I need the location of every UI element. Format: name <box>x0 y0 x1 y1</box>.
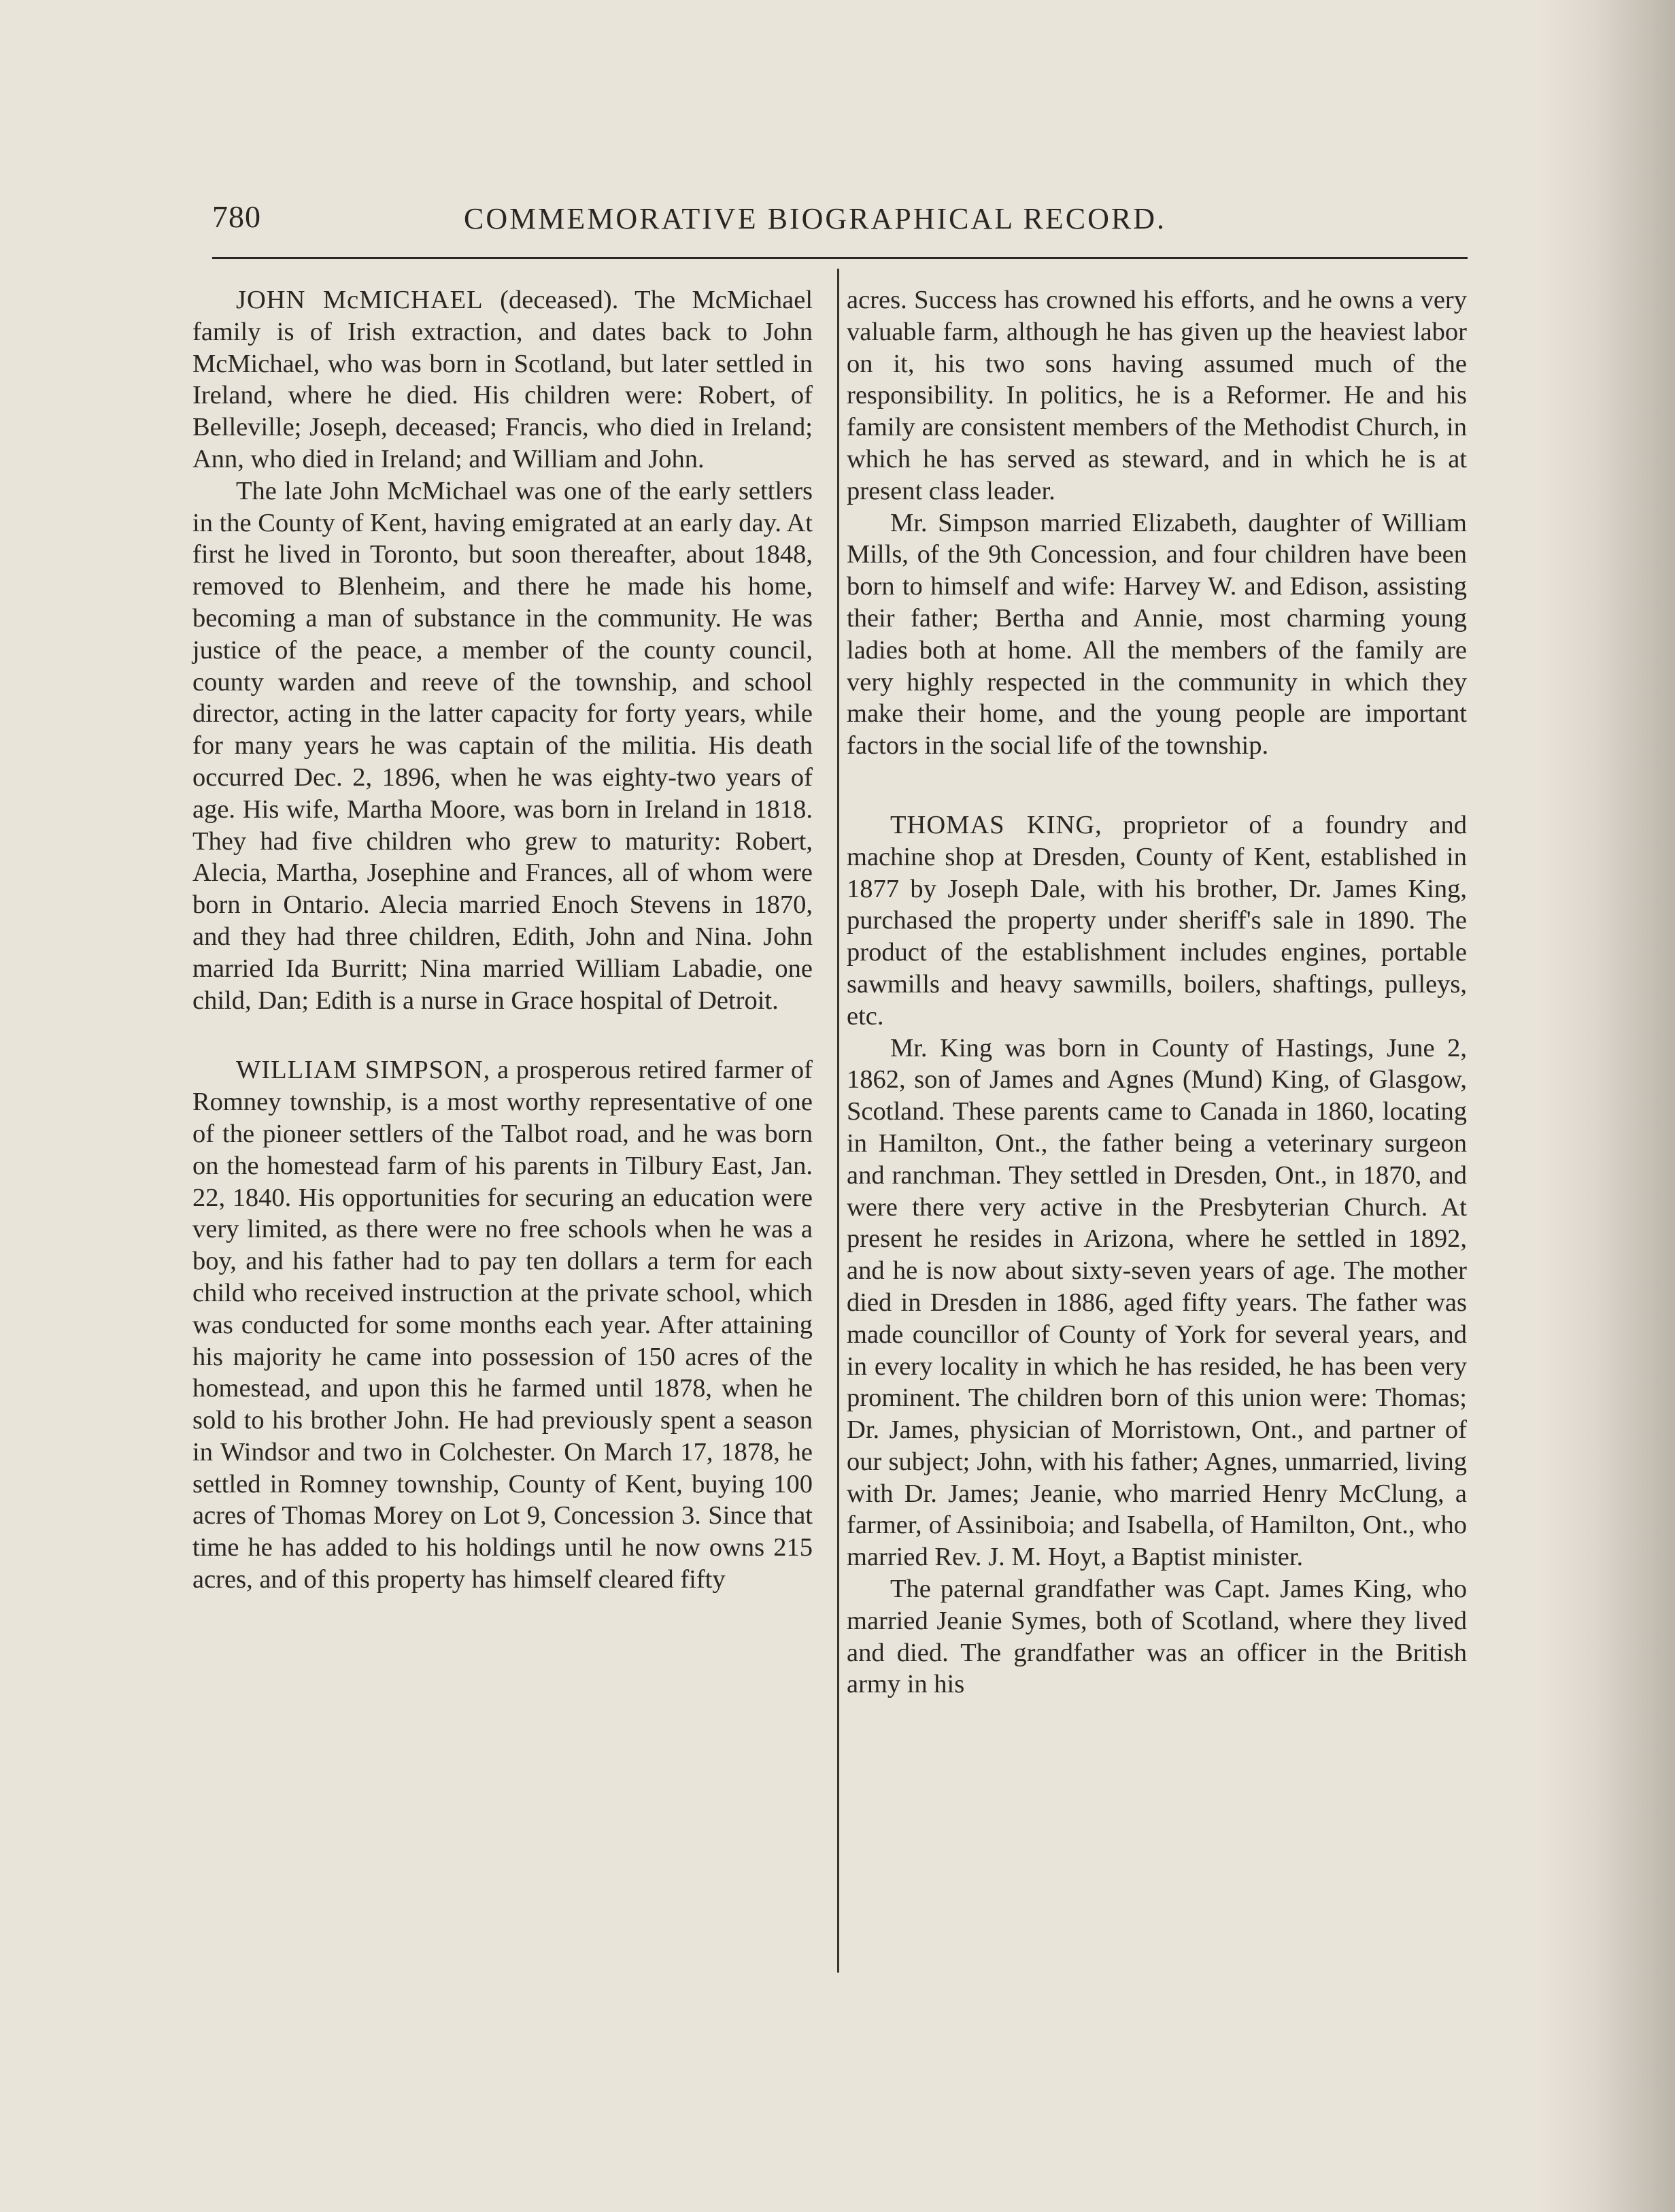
left-column <box>192 284 813 1596</box>
king-text-1: , proprietor of a foundry and machine shop at Dresden, County of Kent, established in 1877 by Joseph Dale, with his brother, Dr. James King, purchased the property under sheriff's sale in 1890. The product of the establishment includes engines, portable sawmills and heavy sawmills, boilers, shaftings, pulleys, etc. <box>847 810 1467 1030</box>
simpson-text-1: , a prosperous retired farmer of Romney township, is a most worthy representative of one of the pioneer settlers of the Talbot road, and he was born on the homestead farm of his parents in Tilbury East, Jan. 22, 1840. His opportunities for securing an education were very limited, as there were no free schools when he was a boy, and his father had to pay ten dollars a term for each child who received instruction at the private school, which was conducted for some months each year. After attaining his majority he came into possession of 150 acres of the homestead, and upon this he farmed until 1878, when he sold to his brother John. He had previously spent a season in Windsor and two in Colchester. On March 17, 1878, he settled in Romney township, County of Kent, buying 100 acres of Thomas Morey on Lot 9, Concession 3. Since that time he has added to his holdings until he now owns 215 acres, and of this property has himself cleared fifty <box>192 1056 813 1594</box>
king-name: THOMAS KING <box>890 810 1096 839</box>
mcmichael-paragraph-2: The late John McMichael was one of the early settlers in the County of Kent, having emigrated at an early day. At first he lived in Toronto, but soon thereafter, about 1848, removed to Blenheim, and there he made his home, becoming a man of substance in the community. He was justice of the peace, a member of the county council, county warden and reeve of the township, and school director, acting in the latter capacity for forty years, while for many years he was captain of the militia. His death occurred Dec. 2, 1896, when he was eighty-two years of age. His wife, Martha Moore, was born in Ireland in 1818. They had five children who grew to maturity: Robert, Alecia, Martha, Josephine and Frances, all of whom were born in Ontario. Alecia married Enoch Stevens in 1870, and they had three children, Edith, John and Nina. John married Ida Burritt; Nina married William Labadie, one child, Dan; Edith is a nurse in Grace hospital of Detroit. <box>192 476 813 1015</box>
header-rule <box>212 257 1468 259</box>
simpson-paragraph-2: Mr. Simpson married Elizabeth, daughter of William Mills, of the 9th Concession, and four children have been born to himself and wife: Harvey W. and Edison, assisting their father; Bertha and Annie, most charming young ladies both at home. All the members of the family are very highly respected in the community in which they make their home, and the young people are important factors in the social life of the township. <box>847 508 1467 760</box>
column-divider <box>837 269 839 1973</box>
page-header <box>212 199 1217 246</box>
running-head: COMMEMORATIVE BIOGRAPHICAL RECORD. <box>464 202 1166 235</box>
page-edge-shadow <box>1539 0 1675 2212</box>
mcmichael-text-1: (deceased). The McMichael family is of Irish extraction, and dates back to John McMichael, who was born in Scotland, but later settled in Ireland, where he died. His children were: Robert, of Belleville; Joseph, deceased; Francis, who died in Ireland; Ann, who died in Ireland; and William and John. <box>192 286 813 473</box>
king-paragraph-1 <box>847 809 1467 1033</box>
simpson-name: WILLIAM SIMPSON <box>236 1056 484 1085</box>
mcmichael-name: JOHN McMICHAEL <box>236 286 484 314</box>
page-number: 780 <box>212 199 261 234</box>
right-column <box>847 284 1467 1700</box>
mcmichael-paragraph-1 <box>192 284 813 475</box>
simpson-paragraph-1 <box>192 1054 813 1596</box>
king-paragraph-2: Mr. King was born in County of Hastings, June 2, 1862, son of James and Agnes (Mund) King, of Glasgow, Scotland. These parents came to Canada in 1860, locating in Hamilton, Ont., the father being a veterinary surgeon and ranchman. They settled in Dresden, Ont., in 1870, and were there very active in the Presbyterian Church. At present he resides in Arizona, where he settled in 1892, and he is now about sixty-seven years of age. The mother died in Dresden in 1886, aged fifty years. The father was made councillor of County of York for several years, and in every locality in which he has resided, he has been very prominent. The children born of this union were: Thomas; Dr. James, physician of Morristown, Ont., and partner of our subject; John, with his father; Agnes, unmarried, living with Dr. James; Jeanie, who married Henry McClung, a farmer, of Assiniboia; and Isabella, of Hamilton, Ont., who married Rev. J. M. Hoyt, a Baptist minister. <box>847 1033 1467 1572</box>
king-paragraph-3: The paternal grandfather was Capt. James King, who married Jeanie Symes, both of Scotland, where they lived and died. The grandfather was an officer in the British army in his <box>847 1575 1467 1699</box>
simpson-continuation: acres. Success has crowned his efforts, and he owns a very valuable farm, although he has given up the heaviest labor on it, his two sons having assumed much of the responsibility. In politics, he is a Reformer. He and his family are consistent members of the Methodist Church, in which he has served as steward, and in which he is at present class leader. <box>847 286 1467 505</box>
